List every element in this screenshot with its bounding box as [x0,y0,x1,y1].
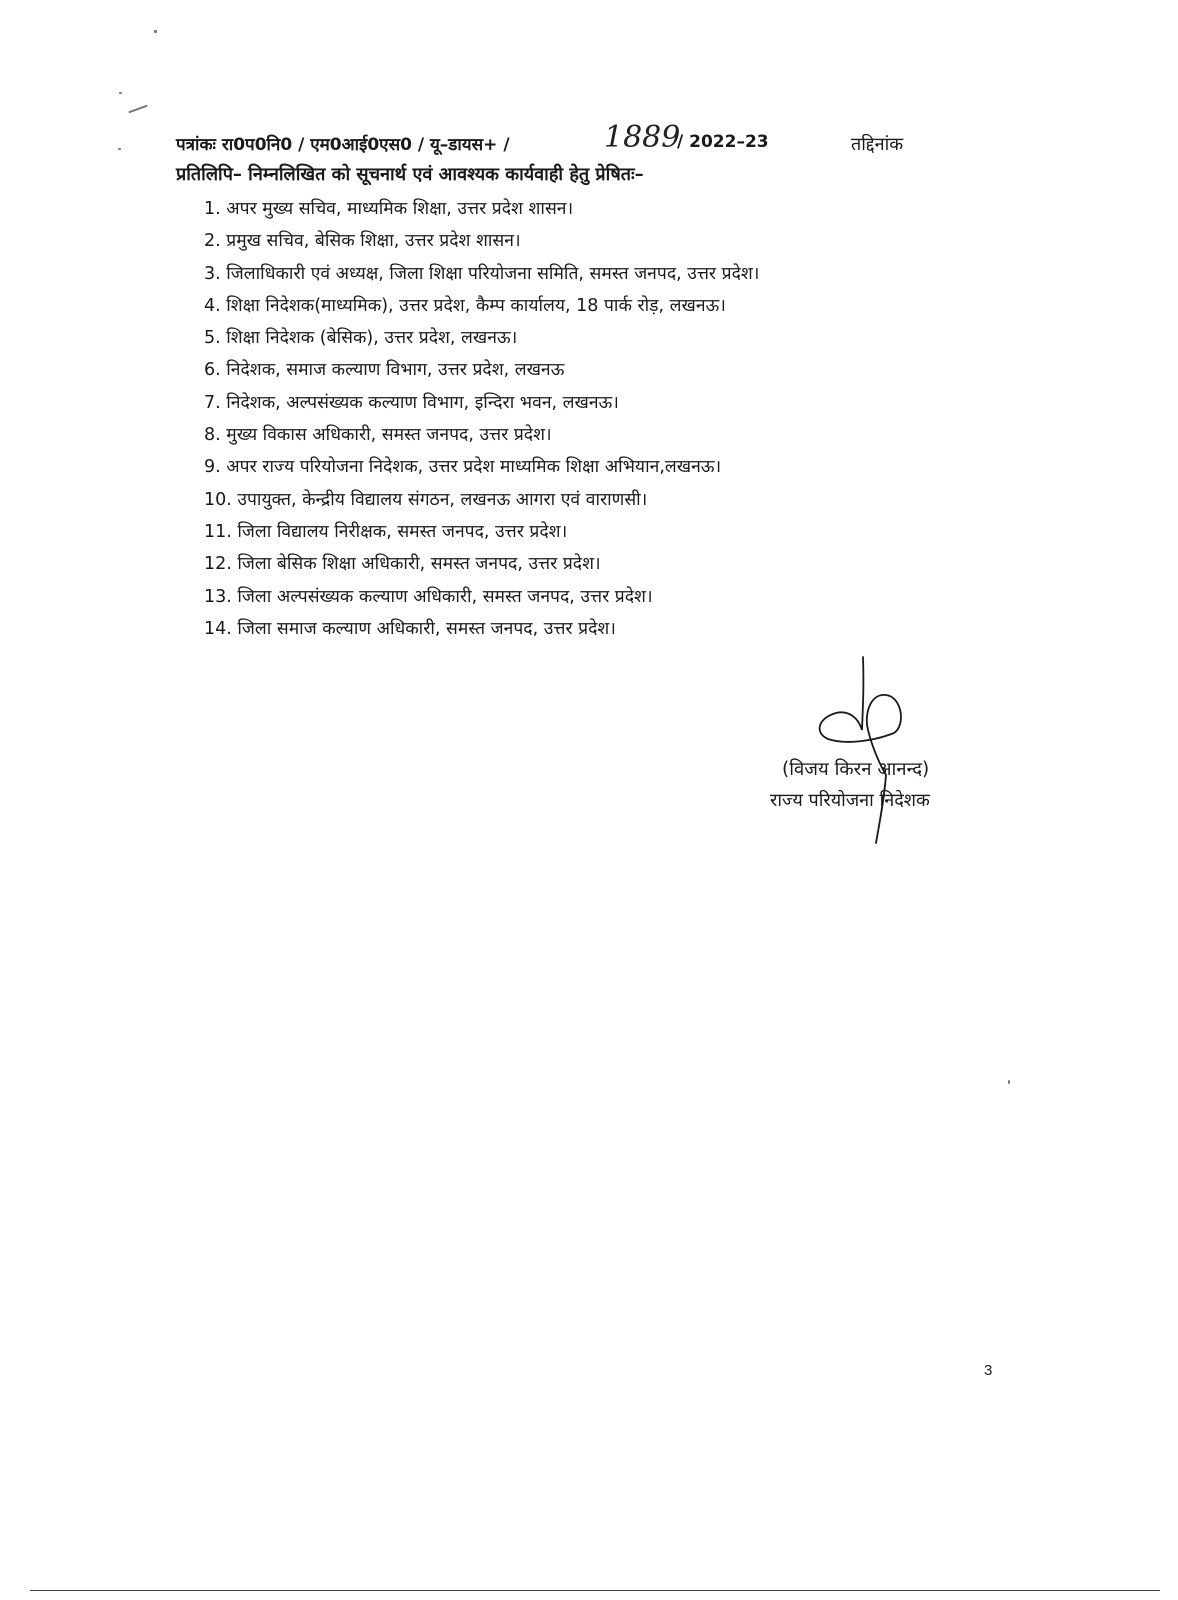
list-item: 5. शिक्षा निदेशक (बेसिक), उत्तर प्रदेश, लखनऊ। [204,328,518,349]
list-item: 1. अपर मुख्य सचिव, माध्यमिक शिक्षा, उत्तर प्रदेश शासन। [204,199,574,219]
recipient-list [204,193,759,645]
signatory-name: (विजय किरन आनन्द) [782,759,930,780]
list-item: 7. निदेशक, अल्पसंख्यक कल्याण विभाग, इन्दिरा भवन, लखनऊ। [204,392,619,413]
scan-speck [128,105,147,114]
date-label: तद्दिनांक [851,134,904,155]
reference-year: / 2022–23 [677,132,769,152]
list-item: 3. जिलाधिकारी एवं अध्यक्ष, जिला शिक्षा परियोजना समिति, समस्त जनपद, उत्तर प्रदेश। [204,263,760,284]
list-item: 10. उपायुक्त, केन्द्रीय विद्यालय संगठन, लखनऊ आगरा एवं वाराणसी। [204,489,648,510]
scan-speck [1008,1080,1010,1084]
page-bottom-rule [30,1590,1160,1591]
signature [808,655,918,845]
list-item: 2. प्रमुख सचिव, बेसिक शिक्षा, उत्तर प्रदेश शासन। [204,231,521,252]
scan-speck [119,92,122,94]
reference-prefix: पत्रांकः रा0प0नि0 / एम0आई0एस0 / यू–डायस+ / [176,135,510,155]
list-item: 14. जिला समाज कल्याण अधिकारी, समस्त जनपद, उत्तर प्रदेश। [204,618,616,639]
scan-speck [154,30,157,33]
list-item: 6. निदेशक, समाज कल्याण विभाग, उत्तर प्रदेश, लखनऊ [204,360,565,381]
list-item: 9. अपर राज्य परियोजना निदेशक, उत्तर प्रदेश माध्यमिक शिक्षा अभियान,लखनऊ। [204,457,722,478]
copy-heading: प्रतिलिपि– निम्नलिखित को सूचनार्थ एवं आवश्यक कार्यवाही हेतु प्रेषितः– [176,164,644,185]
list-item: 4. शिक्षा निदेशक(माध्यमिक), उत्तर प्रदेश, कैम्प कार्यालय, 18 पार्क रोड़, लखनऊ। [204,295,726,316]
list-item: 11. जिला विद्यालय निरीक्षक, समस्त जनपद, उत्तर प्रदेश। [204,521,568,542]
list-item: 8. मुख्य विकास अधिकारी, समस्त जनपद, उत्तर प्रदेश। [204,425,552,446]
page-number: 3 [984,1362,993,1379]
signatory-title: राज्य परियोजना निदेशक [770,790,930,811]
handwritten-letter-number: 1889 [604,120,681,155]
reference-line [176,120,946,162]
list-item: 13. जिला अल्पसंख्यक कल्याण अधिकारी, समस्त जनपद, उत्तर प्रदेश। [204,586,653,607]
list-item: 12. जिला बेसिक शिक्षा अधिकारी, समस्त जनपद, उत्तर प्रदेश। [204,554,601,575]
scan-speck [118,148,121,150]
